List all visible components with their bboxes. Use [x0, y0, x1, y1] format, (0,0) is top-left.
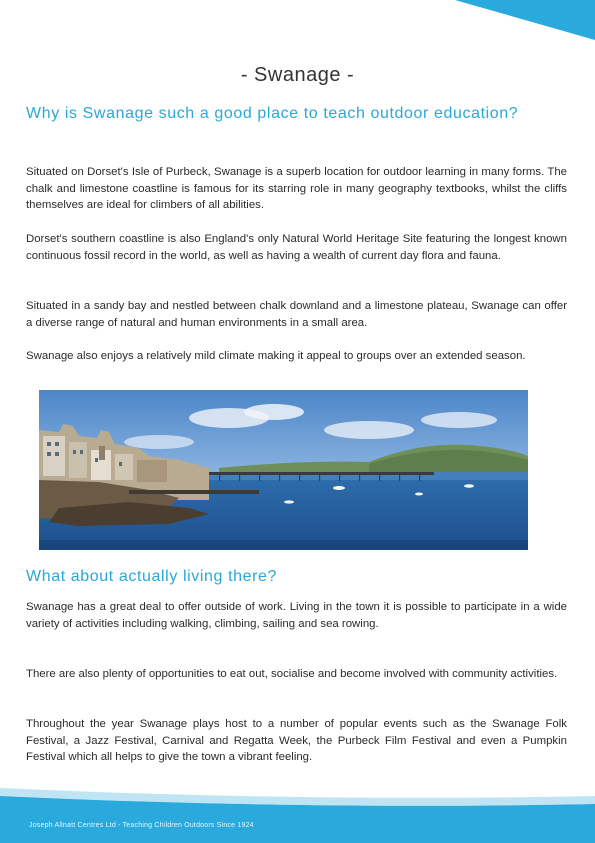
paragraph-community: There are also plenty of opportunities to eat out, socialise and become involved with community activities.	[26, 668, 558, 680]
corner-accent	[455, 0, 595, 40]
section-heading-why-swanage: Why is Swanage such a good place to teach outdoor education?	[26, 105, 519, 122]
section-heading-living-there: What about actually living there?	[26, 568, 278, 585]
swanage-bay-photo	[39, 390, 528, 550]
paragraph-environments: Situated in a sandy bay and nestled between chalk downland and a limestone plateau, Swanage can offer a diverse range of natural and human environments in a small area.	[26, 300, 567, 329]
footer-text: Joseph Allnatt Centres Ltd - Teaching Children Outdoors Since 1924	[29, 822, 254, 829]
paragraph-activities: Swanage has a great deal to offer outside of work. Living in the town it is possible to participate in a wide variety of activities including walking, climbing, sailing and sea rowing.	[26, 601, 567, 630]
paragraph-heritage-site: Dorset's southern coastline is also England's only Natural World Heritage Site featuring the longest known continuous fossil record in the world, as well as having a wealth of current day flora and fauna.	[26, 233, 567, 262]
page-title: - Swanage -	[240, 64, 355, 86]
paragraph-climate: Swanage also enjoys a relatively mild climate making it appeal to groups over an extended season.	[26, 350, 526, 362]
paragraph-location: Situated on Dorset's Isle of Purbeck, Swanage is a superb location for outdoor learning in many forms. The chalk and limestone coastline is famous for its starring role in many geography textbooks, whilst the cliffs themselves are ideal for climbers of all abilities.	[26, 166, 567, 212]
paragraph-events: Throughout the year Swanage plays host to a number of popular events such as the Swanage Folk Festival, a Jazz Festival, Carnival and Regatta Week, the Purbeck Film Festival and even a Pumpkin Festival which all helps to give the town a vibrant feeling.	[26, 718, 567, 764]
footer-band	[0, 788, 595, 843]
